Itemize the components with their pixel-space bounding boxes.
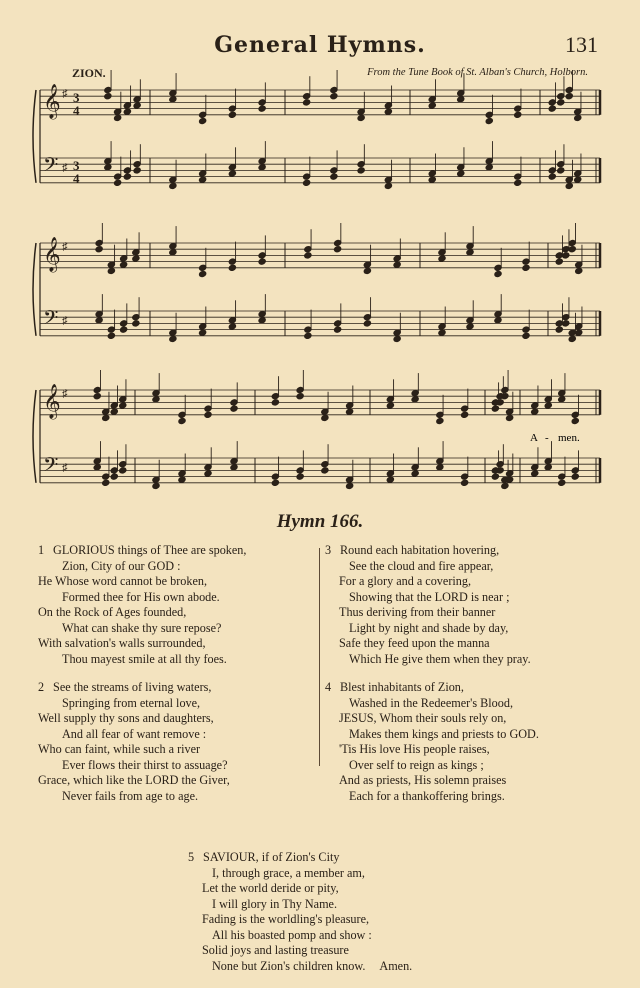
verse-line: He Whose word cannot be broken, — [38, 574, 207, 588]
time-signature-top: 3 — [73, 90, 80, 105]
verse-4 — [325, 680, 615, 804]
note-head — [555, 326, 563, 333]
verse-line: For a glory and a covering, — [339, 574, 471, 588]
note-head — [321, 467, 329, 474]
note-head — [104, 164, 112, 171]
note-head — [321, 414, 329, 421]
treble-clef-icon: 𝄞 — [43, 237, 61, 272]
note-head — [494, 270, 502, 277]
note-head — [178, 476, 186, 483]
note-head — [557, 167, 565, 174]
note-head — [436, 417, 444, 424]
note-head — [169, 96, 177, 103]
note-head — [411, 396, 419, 403]
note-head — [169, 182, 177, 189]
bass-clef-icon: 𝄢 — [43, 153, 59, 181]
verse-line: And as priests, His solemn praises — [339, 773, 507, 787]
note-head — [119, 402, 127, 409]
verse-line: Who can faint, while such a river — [38, 742, 201, 756]
note-head — [304, 252, 312, 259]
note-head — [438, 329, 446, 336]
note-head — [95, 246, 103, 253]
note-head — [466, 323, 474, 330]
note-head — [199, 270, 207, 277]
note-head — [428, 176, 436, 183]
note-head — [457, 96, 465, 103]
note-head — [522, 332, 530, 339]
amen-text: Amen. — [379, 958, 413, 973]
verse-line: Safe they feed upon the manna — [339, 636, 490, 650]
note-head — [258, 105, 266, 112]
note-head — [457, 170, 465, 177]
note-head — [386, 476, 394, 483]
note-head — [544, 402, 552, 409]
verse-line: See the cloud and fire appear, — [349, 558, 494, 573]
note-head — [330, 173, 338, 180]
verse-line: With salvation's walls surrounded, — [38, 636, 206, 650]
note-head — [119, 467, 127, 474]
note-head — [438, 255, 446, 262]
note-head — [258, 258, 266, 265]
note-head — [558, 396, 566, 403]
note-head — [461, 479, 469, 486]
brace-icon — [33, 390, 36, 483]
verse-line: Fading is the worldling's pleasure, — [202, 912, 370, 926]
verse-1 — [38, 543, 316, 667]
note-head — [555, 258, 563, 265]
note-head — [230, 464, 238, 471]
verse-line: Round each habitation hovering, — [340, 543, 500, 557]
note-head — [565, 93, 573, 100]
column-divider — [319, 548, 320, 766]
note-head — [557, 99, 565, 106]
note-head — [428, 102, 436, 109]
sharp-icon: ♯ — [62, 241, 68, 253]
verse-line: See the streams of living waters, — [53, 680, 212, 694]
note-head — [357, 167, 365, 174]
note-head — [228, 323, 236, 330]
note-head — [102, 414, 110, 421]
verse-number: 5 — [188, 850, 195, 864]
note-head — [531, 470, 539, 477]
verse-line: Formed thee for His own abode. — [62, 589, 220, 604]
note-head — [574, 176, 582, 183]
note-head — [104, 93, 112, 100]
note-head — [571, 473, 579, 480]
note-head — [485, 117, 493, 124]
verse-line: Light by night and shade by day, — [349, 620, 509, 635]
note-head — [107, 267, 115, 274]
verse-line: 'Tis His love His people raises, — [339, 742, 490, 756]
amen-lyric-men: men. — [558, 432, 580, 444]
note-head — [132, 320, 140, 327]
note-head — [95, 317, 103, 324]
note-head — [152, 396, 160, 403]
note-head — [303, 179, 311, 186]
tune-name: ZION. — [72, 66, 106, 80]
verse-line: Ever flows their thirst to assuage? — [62, 757, 228, 772]
page-header-title: General Hymns. — [214, 32, 426, 58]
sharp-icon: ♯ — [62, 88, 68, 100]
note-head — [132, 255, 140, 262]
note-head — [304, 332, 312, 339]
verse-line: On the Rock of Ages founded, — [38, 605, 187, 619]
note-head — [230, 405, 238, 412]
hymn-title: Hymn 166. — [276, 511, 364, 532]
note-head — [152, 482, 160, 489]
verse-line: GLORIOUS things of Thee are spoken, — [53, 543, 247, 557]
note-head — [178, 417, 186, 424]
verse-line: I will glory in Thy Name. — [212, 896, 338, 911]
verse-line: Zion, City of our GOD : — [62, 558, 181, 573]
note-head — [169, 335, 177, 342]
page-number: 131 — [565, 32, 598, 57]
verse-line: I, through grace, a member am, — [212, 865, 365, 880]
note-head — [114, 114, 122, 121]
treble-clef-icon: 𝄞 — [43, 84, 61, 119]
verse-2 — [38, 680, 316, 804]
note-head — [334, 326, 342, 333]
note-head — [114, 179, 122, 186]
bass-clef-icon: 𝄢 — [43, 306, 59, 334]
note-head — [110, 473, 118, 480]
verse-line: And all fear of want remove : — [62, 726, 207, 741]
note-head — [271, 399, 279, 406]
note-head — [384, 182, 392, 189]
verse-3 — [325, 543, 615, 667]
note-head — [571, 417, 579, 424]
verse-line: Thou mayest smile at all thy foes. — [62, 651, 227, 666]
note-head — [303, 99, 311, 106]
verse-line: Showing that the LORD is near ; — [349, 589, 510, 604]
verse-number: 3 — [325, 543, 332, 557]
amen-lyric-dash: - — [545, 432, 549, 444]
note-head — [411, 470, 419, 477]
verse-line: Over self to reign as kings ; — [349, 757, 484, 772]
note-head — [461, 411, 469, 418]
brace-icon — [33, 243, 36, 336]
note-head — [548, 105, 556, 112]
verse-line: SAVIOUR, if of Zion's City — [203, 850, 340, 864]
verse-line: Grace, which like the LORD the Giver, — [38, 773, 230, 787]
verse-line: Which He give them when they pray. — [349, 651, 531, 666]
note-head — [123, 108, 131, 115]
note-head — [228, 111, 236, 118]
verses-left-column — [38, 543, 316, 817]
note-head — [565, 182, 573, 189]
note-head — [258, 317, 266, 324]
note-head — [199, 329, 207, 336]
verse-line: Thus deriving from their banner — [339, 605, 496, 619]
note-head — [123, 173, 131, 180]
note-head — [466, 249, 474, 256]
verses-right-column — [325, 543, 615, 817]
note-head — [228, 264, 236, 271]
verse-line: What can shake thy sure repose? — [62, 620, 222, 635]
verse-5 — [188, 850, 488, 974]
note-head — [386, 402, 394, 409]
note-head — [531, 408, 539, 415]
note-head — [384, 108, 392, 115]
note-head — [574, 114, 582, 121]
brace-icon — [33, 90, 36, 183]
note-head — [568, 335, 576, 342]
note-head — [491, 473, 499, 480]
note-head — [296, 473, 304, 480]
note-head — [228, 170, 236, 177]
verse-line: Makes them kings and priests to GOD. — [349, 726, 539, 741]
note-head — [485, 164, 493, 171]
note-head — [494, 317, 502, 324]
bass-clef-icon: 𝄢 — [43, 453, 59, 481]
sharp-icon: ♯ — [62, 462, 68, 474]
note-head — [501, 482, 509, 489]
note-head — [346, 408, 354, 415]
note-head — [346, 482, 354, 489]
tune-source-note: From the Tune Book of St. Alban's Church, Holborn. — [367, 67, 588, 78]
amen-lyric-a: A — [530, 432, 538, 444]
time-signature-top: 3 — [73, 158, 80, 173]
verse-line: None but Zion's children know. — [212, 958, 366, 973]
note-head — [544, 464, 552, 471]
note-head — [296, 393, 304, 400]
note-head — [363, 320, 371, 327]
note-head — [199, 176, 207, 183]
treble-clef-icon: 𝄞 — [43, 384, 61, 419]
verse-line: JESUS, Whom their souls rely on, — [339, 711, 507, 725]
note-head — [393, 261, 401, 268]
note-head — [357, 114, 365, 121]
verse-line: Springing from eternal love, — [62, 695, 201, 710]
sharp-icon: ♯ — [62, 162, 68, 174]
note-head — [199, 117, 207, 124]
note-head — [436, 464, 444, 471]
verse-line: Solid joys and lasting treasure — [202, 943, 349, 957]
note-head — [393, 335, 401, 342]
note-head — [363, 267, 371, 274]
verse-number: 2 — [38, 680, 45, 694]
verse-line: Never fails from age to age. — [62, 788, 199, 803]
verse-line: All his boasted pomp and show : — [212, 927, 372, 942]
verse-line: Well supply thy sons and daughters, — [38, 711, 214, 725]
note-head — [548, 173, 556, 180]
note-head — [204, 411, 212, 418]
note-head — [491, 405, 499, 412]
verse-line: Each for a thankoffering brings. — [349, 788, 505, 803]
note-head — [133, 167, 141, 174]
time-signature-bottom: 4 — [73, 103, 80, 118]
note-head — [506, 414, 514, 421]
note-head — [133, 102, 141, 109]
note-head — [330, 93, 338, 100]
note-head — [334, 246, 342, 253]
note-head — [558, 479, 566, 486]
verse-line: Blest inhabitants of Zion, — [340, 680, 464, 694]
note-head — [575, 267, 583, 274]
time-signature-bottom: 4 — [73, 171, 80, 186]
note-head — [107, 332, 115, 339]
note-head — [514, 111, 522, 118]
note-head — [93, 464, 101, 471]
note-head — [102, 479, 110, 486]
note-head — [514, 179, 522, 186]
verse-number: 1 — [38, 543, 45, 557]
note-head — [93, 393, 101, 400]
verse-number: 4 — [325, 680, 332, 694]
note-head — [169, 249, 177, 256]
sharp-icon: ♯ — [62, 388, 68, 400]
sharp-icon: ♯ — [62, 315, 68, 327]
note-head — [204, 470, 212, 477]
verse-line: Let the world deride or pity, — [202, 881, 339, 895]
verse-line: Washed in the Redeemer's Blood, — [349, 695, 514, 710]
note-head — [120, 326, 128, 333]
note-head — [110, 408, 118, 415]
note-head — [120, 261, 128, 268]
note-head — [258, 164, 266, 171]
note-head — [522, 264, 530, 271]
note-head — [271, 479, 279, 486]
